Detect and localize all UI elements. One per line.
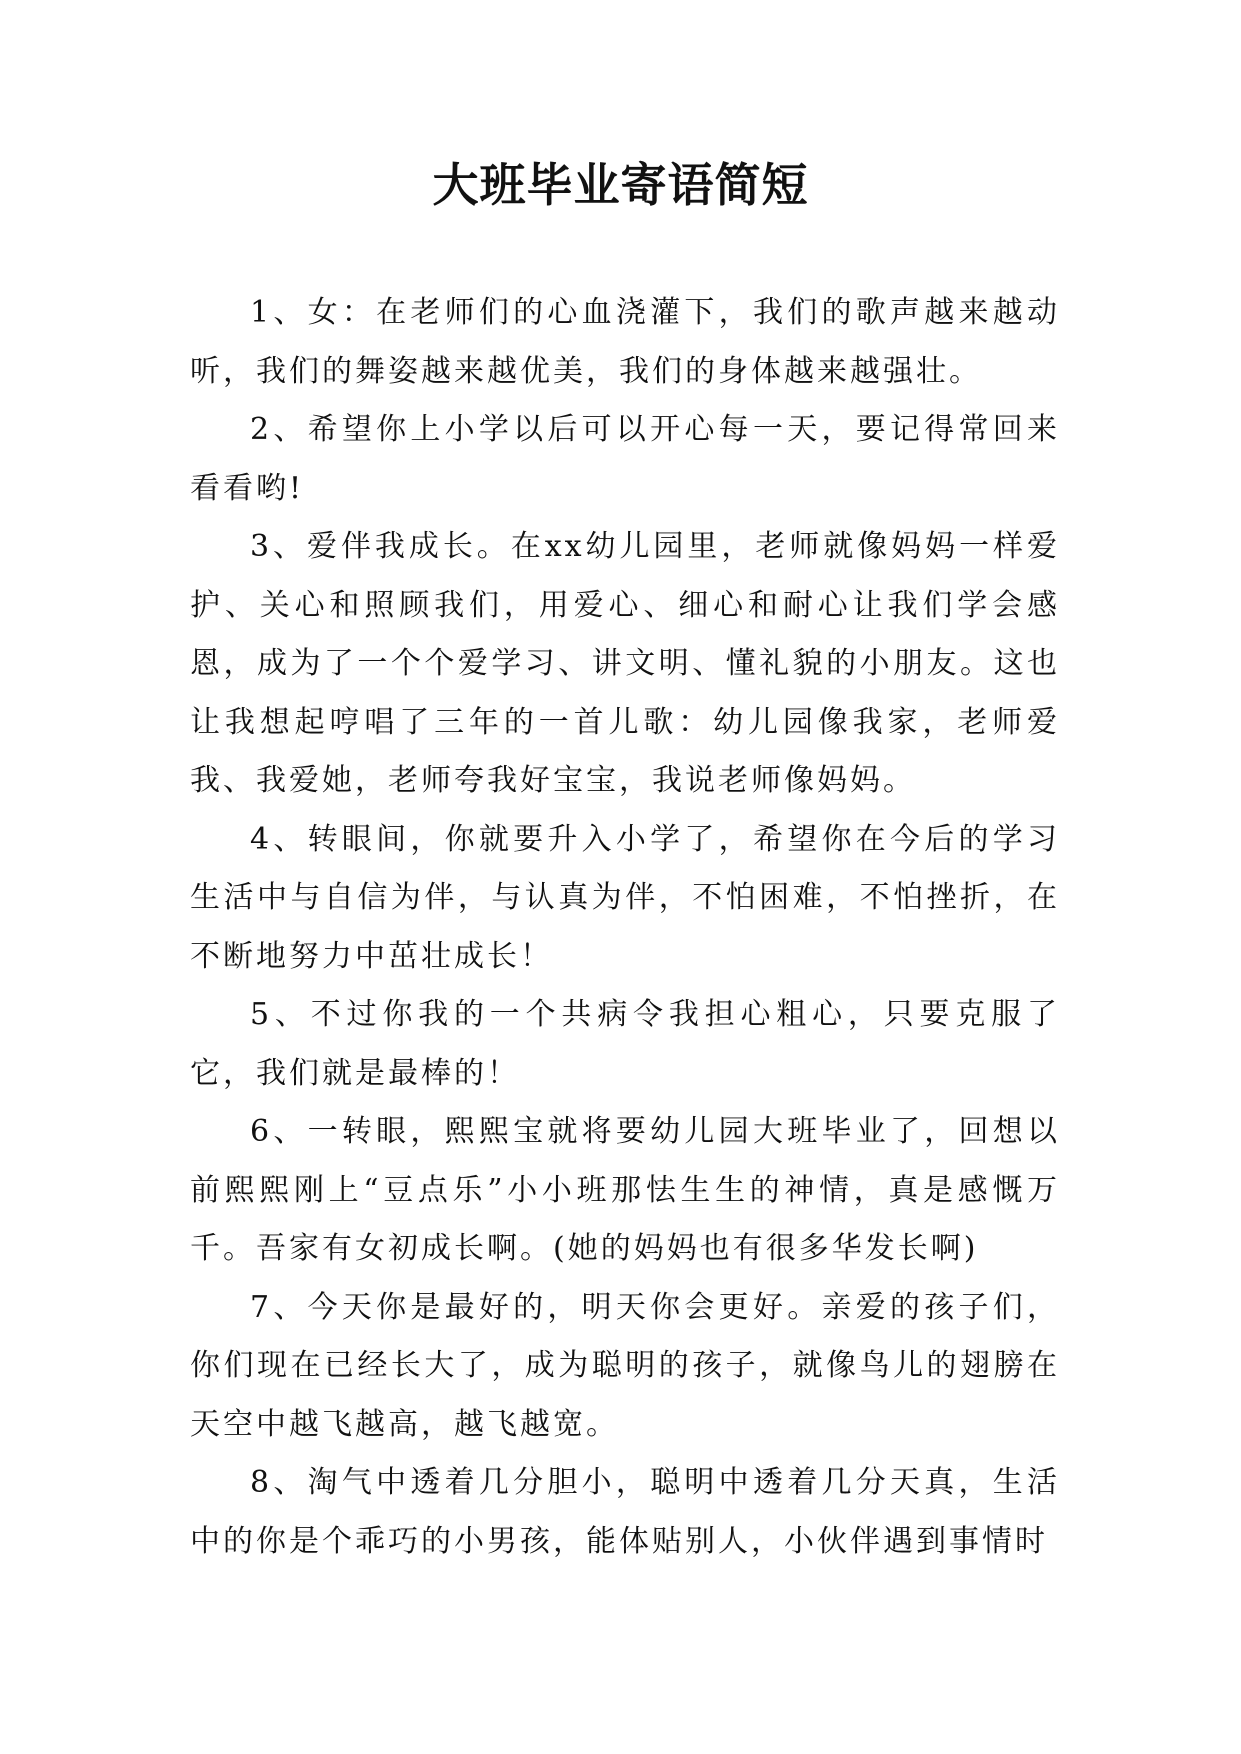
paragraph-2: 2、希望你上小学以后可以开心每一天，要记得常回来看看哟! xyxy=(190,412,1060,506)
paragraph-6: 6、一转眼，熙熙宝就将要幼儿园大班毕业了，回想以前熙熙刚上“豆点乐”小小班那怯生生的神情，真是感慨万千。吾家有女初成长啊。(她的妈妈也有很多华发长啊) xyxy=(190,1114,1060,1266)
document-title: 大班毕业寄语简短 xyxy=(432,158,809,212)
paragraph-5: 5、不过你我的一个共病令我担心粗心，只要克服了它，我们就是最棒的！ xyxy=(190,997,1060,1091)
document-body xyxy=(190,284,1060,1571)
paragraph-3: 3、爱伴我成长。在xx幼儿园里，老师就像妈妈一样爱护、关心和照顾我们，用爱心、细心和耐心让我们学会感恩，成为了一个个爱学习、讲文明、懂礼貌的小朋友。这也让我想起哼唱了三年的一首儿歌：幼儿园像我家，老师爱我、我爱她，老师夸我好宝宝，我说老师像妈妈。 xyxy=(190,529,1060,798)
paragraph-7: 7、今天你是最好的，明天你会更好。亲爱的孩子们，你们现在已经长大了，成为聪明的孩子，就像鸟儿的翅膀在天空中越飞越高，越飞越宽。 xyxy=(190,1289,1060,1442)
paragraph-4: 4、转眼间，你就要升入小学了，希望你在今后的学习生活中与自信为伴，与认真为伴，不怕困难，不怕挫折，在不断地努力中茁壮成长！ xyxy=(190,821,1060,974)
paragraph-1: 1、女：在老师们的心血浇灌下，我们的歌声越来越动听，我们的舞姿越来越优美，我们的身体越来越强壮。 xyxy=(190,295,1060,389)
paragraph-8: 8、淘气中透着几分胆小，聪明中透着几分天真，生活中的你是个乖巧的小男孩，能体贴别人，小伙伴遇到事情时 xyxy=(190,1465,1060,1559)
